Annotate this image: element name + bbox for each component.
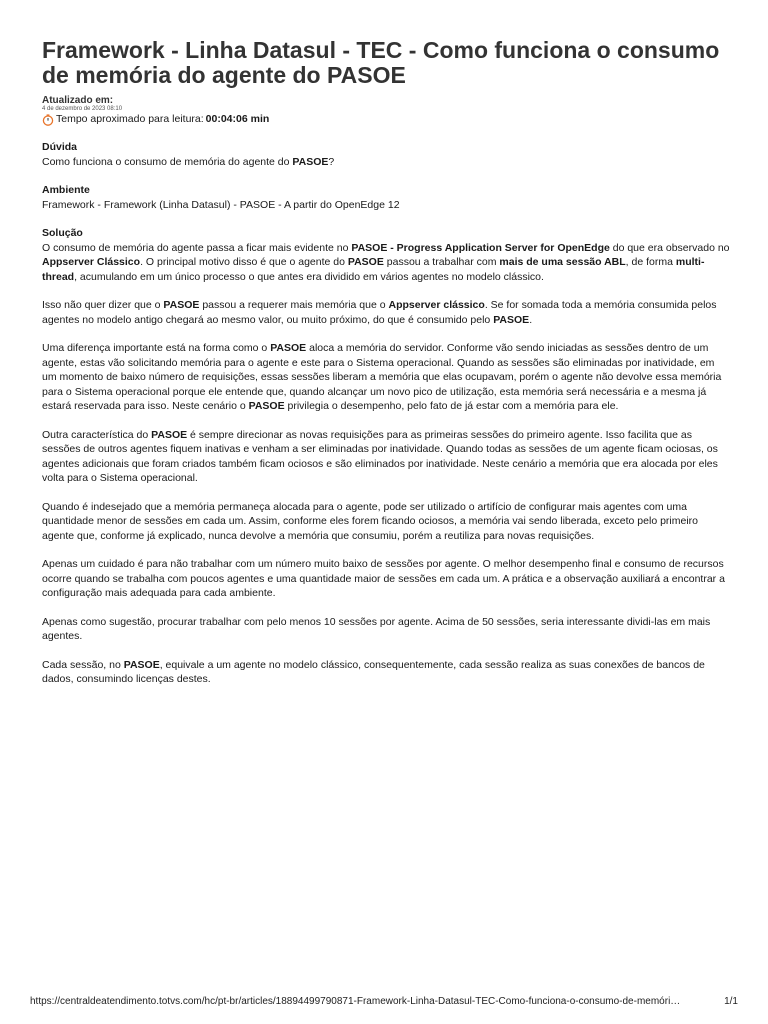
updated-label: Atualizado em: — [42, 95, 114, 106]
solucao-paragraph-7: Apenas como sugestão, procurar trabalhar com pelo menos 10 sessões por agente. Acima de 50 sessões, seria interessante dividi-las em mais agentes. — [42, 615, 711, 642]
solucao-paragraph-4: Outra característica do PASOE é sempre direcionar as novas requisições para as primeiras sessões do primeiro agente. Isso facilita que as sessões de outros agentes fiquem inativas e venham a ser eliminadas por inatividade. Quando todas as sessões de um agente ficam ociosas, os agentes adicionais que foram criados também ficam ociosos e são eliminados por inatividade. Neste cenário a memória que era alocada por eles volta para o Sistema operacional. — [42, 428, 718, 484]
reading-time-label: Tempo aproximado para leitura: — [56, 113, 204, 125]
duvida-label: Dúvida — [42, 141, 78, 153]
article-meta — [42, 95, 730, 126]
solucao-label: Solução — [42, 227, 83, 239]
duvida-section — [42, 140, 730, 169]
duvida-text: Como funciona o consumo de memória do agente do PASOE? — [42, 155, 335, 168]
solucao-paragraph-5: Quando é indesejado que a memória permaneça alocada para o agente, pode ser utilizado o artifício de configurar mais agentes com uma quantidade menor de sessões em cada um. Assim, conforme eles forem ficando ociosos, a memória vai sendo liberada, exceto pelo primeiro agente que, conforme já explicado, nunca devolve a memória que consumiu, porém a reutiliza para novas requisições. — [42, 500, 698, 542]
article — [42, 38, 730, 701]
updated-date: 4 de dezembro de 2023 08:10 — [42, 106, 123, 112]
solucao-paragraph-2: Isso não quer dizer que o PASOE passou a requerer mais memória que o Appserver clássico. Se for somada toda a memória consumida pelos agentes no modelo antigo chegará ao mesmo valor, ou muito próximo, do que é consumido pelo PASOE. — [42, 299, 717, 326]
ambiente-text: Framework - Framework (Linha Datasul) - PASOE - A partir do OpenEdge 12 — [42, 198, 400, 211]
article-title: Framework - Linha Datasul - TEC - Como funciona o consumo de memória do agente do PASOE — [42, 37, 720, 88]
ambiente-label: Ambiente — [42, 184, 90, 196]
solucao-section — [42, 226, 730, 687]
solucao-paragraph-6: Apenas um cuidado é para não trabalhar com um número muito baixo de sessões por agente. O melhor desempenho final e consumo de recursos ocorre quando se trabalha com poucos agentes e uma quantidade maior de sessões em cada um. A prática e a observação auxiliará a encontrar a configuração mais adequada para cada ambiente. — [42, 558, 725, 599]
solucao-paragraph-1: O consumo de memória do agente passa a ficar mais evidente no PASOE - Progress Application Server for OpenEdge do que era observado no Appserver Clássico. O principal motivo disso é que o agente do PASOE passou a trabalhar com mais de uma sessão ABL, de forma multi-thread, acumulando em um único processo o que antes era dividido em vários agentes no modelo clássico. — [42, 241, 730, 283]
ambiente-section — [42, 183, 730, 212]
print-url: https://centraldeatendimento.totvs.com/hc/pt-br/articles/18894499790871-Framework-Linha-Datasul-TEC-Como-funciona-o-consumo-de-memóri… — [30, 996, 681, 1007]
reading-time — [42, 113, 730, 126]
reading-time-value: 00:04:06 min — [205, 113, 270, 125]
solucao-paragraph-8: Cada sessão, no PASOE, equivale a um agente no modelo clássico, consequentemente, cada sessão realiza as suas conexões de bancos de dados, consumindo licenças destes. — [42, 658, 705, 685]
page-number: 1/1 — [724, 996, 738, 1007]
solucao-paragraph-3: Uma diferença importante está na forma como o PASOE aloca a memória do servidor. Conforme vão sendo iniciadas as sessões dentro de um agente, estas vão solicitando memória para o agente e este para o Sistema operacional. Quando as sessões são eliminadas por inatividade, em um momento de baixo número de requisições, essas sessões liberam a memória que elas ocupavam, porém o agente não devolve essa memória para o Sistema operacional porque ele entende que, quando alcançar um novo pico de utilização, esta memória será necessária e a mesma já estará reservada para isso. Neste cenário o PASOE privilegia o desempenho, pelo fato de já estar com a memória para ele. — [42, 342, 722, 412]
clock-icon — [42, 114, 54, 126]
